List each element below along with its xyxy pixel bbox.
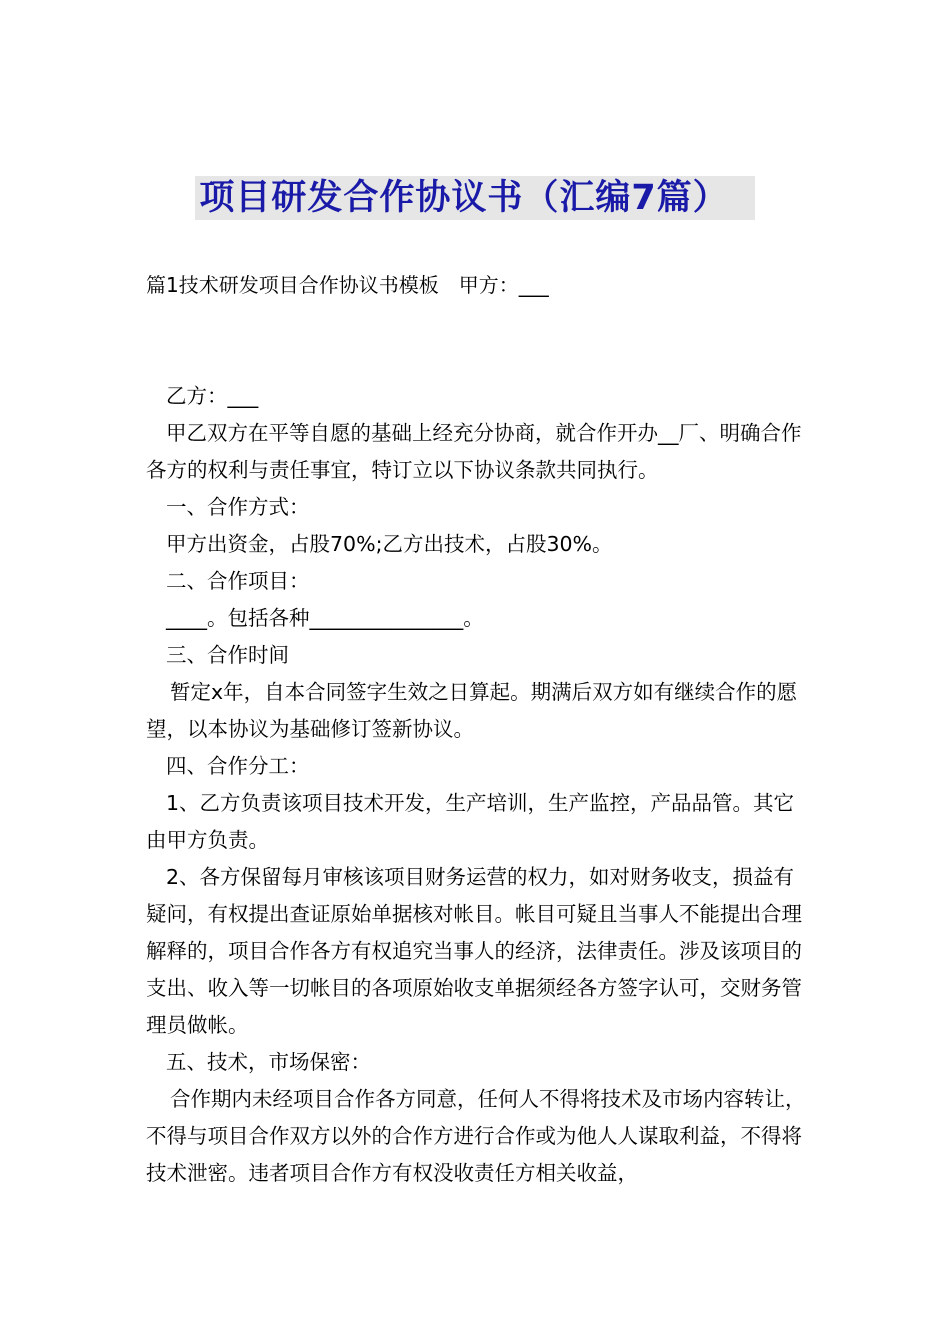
paragraph-division-2: 2、各方保留每月审核该项目财务运营的权力，如对财务收支，损益有疑问，有权提出查证原始单据核对帐目。帐目可疑且当事人不能提出合理解释的，项目合作各方有权追究当事人的经济，法律责任。涉及该项目的支出、收入等一切帐目的各项原始收支单据须经各方签字认可，交财务管理员做帐。	[146, 865, 802, 1037]
document-subtitle: 篇1技术研发项目合作协议书模板 甲方：___	[146, 273, 549, 297]
document-title: 项目研发合作协议书（汇编7篇）	[195, 176, 754, 220]
section-heading-5: 五、技术，市场保密：	[166, 1050, 371, 1074]
section-heading-2: 二、合作项目：	[166, 569, 310, 593]
paragraph-party-b: 乙方：___	[166, 384, 259, 408]
paragraph-cooperation-project: ____。包括各种_______________。	[166, 606, 484, 630]
paragraph-cooperation-method: 甲方出资金，占股70%;乙方出技术，占股30%。	[166, 532, 613, 556]
section-heading-3: 三、合作时间	[166, 643, 289, 667]
section-heading-4: 四、合作分工：	[166, 754, 310, 778]
paragraph-division-1: 1、乙方负责该项目技术开发，生产培训，生产监控，产品品管。其它由甲方负责。	[146, 791, 795, 852]
paragraph-cooperation-time: 暂定x年，自本合同签字生效之日算起。期满后双方如有继续合作的愿望，以本协议为基础修订签新协议。	[146, 680, 798, 741]
document-body	[146, 378, 814, 1192]
section-heading-1: 一、合作方式：	[166, 495, 310, 519]
title-container	[0, 176, 950, 220]
paragraph-intro: 甲乙双方在平等自愿的基础上经充分协商，就合作开办__厂、明确合作各方的权利与责任事宜，特订立以下协议条款共同执行。	[146, 421, 802, 482]
paragraph-confidentiality: 合作期内未经项目合作各方同意，任何人不得将技术及市场内容转让，不得与项目合作双方以外的合作方进行合作或为他人人谋取利益，不得将技术泄密。违者项目合作方有权没收责任方相关收益，	[146, 1087, 806, 1185]
